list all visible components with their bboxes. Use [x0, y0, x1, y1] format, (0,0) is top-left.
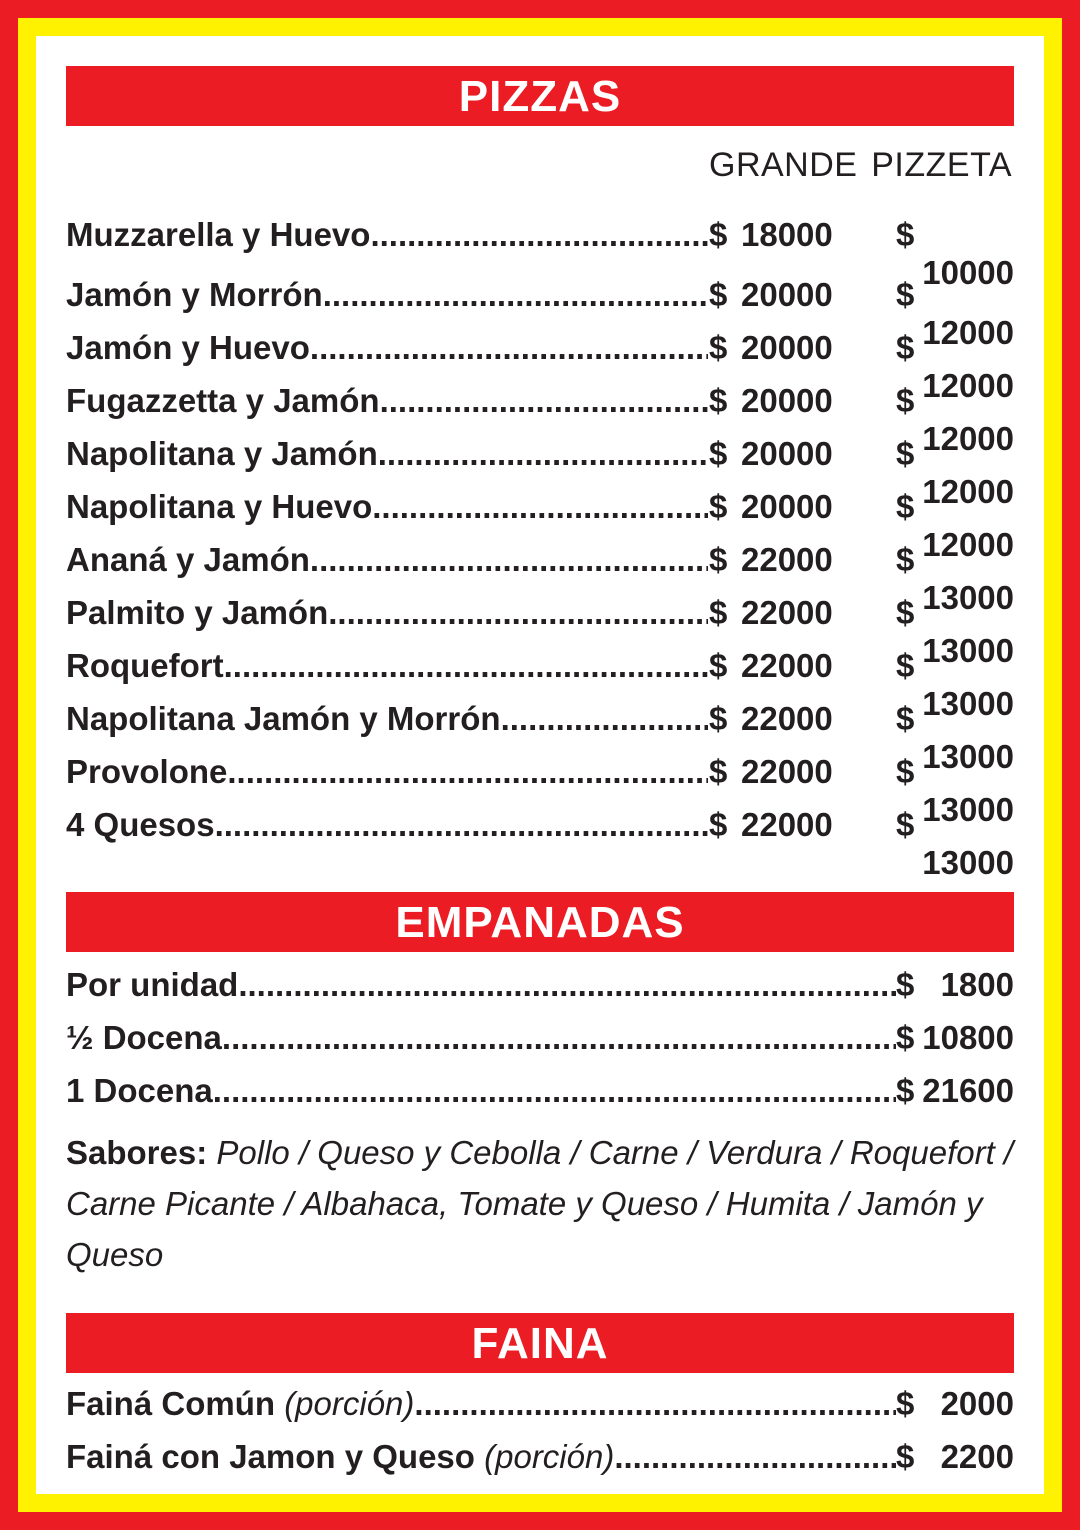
pizza-item-name-wrap: [66, 276, 708, 314]
price-pizzeta-amount: 13000: [922, 844, 1014, 881]
currency-symbol: $: [709, 329, 728, 366]
currency-symbol: $: [896, 806, 915, 843]
price-grande: [709, 594, 831, 632]
price-grande: [709, 276, 831, 314]
faina-item-note: (porción): [284, 1385, 415, 1422]
pizza-item-name-wrap: [66, 700, 708, 738]
pizza-item-name: Provolone: [66, 753, 228, 790]
pizza-item-name: Jamón y Huevo: [66, 329, 310, 366]
price-grande-amount: 22000: [741, 806, 833, 843]
currency-symbol: $: [896, 216, 915, 253]
dot-leader: [310, 541, 708, 579]
pizza-item-name: Fugazzetta y Jamón: [66, 382, 380, 419]
faina-price: [896, 1385, 1014, 1423]
currency-symbol: $: [709, 488, 728, 525]
currency-symbol: $: [709, 435, 728, 472]
price-grande: [709, 488, 831, 526]
currency-symbol: $: [709, 647, 728, 684]
dot-leader: [215, 806, 708, 844]
faina-item-row: [66, 1438, 1014, 1491]
currency-symbol: $: [896, 1438, 915, 1475]
section-title-pizzas: PIZZAS: [66, 66, 1014, 126]
column-header-pizzeta: PIZZETA: [871, 146, 1012, 184]
pizza-item-name: Jamón y Morrón: [66, 276, 323, 313]
dot-leader: [501, 700, 708, 738]
price-pizzeta-amount: 10000: [922, 254, 1014, 291]
empanada-price: [896, 966, 1014, 1004]
pizza-item-name: Roquefort: [66, 647, 224, 684]
pizza-item-name-wrap: [66, 382, 708, 420]
currency-symbol: $: [709, 753, 728, 790]
faina-list: [66, 1385, 1014, 1491]
empanada-flavors: [66, 1127, 1014, 1280]
faina-price-amount: 2200: [940, 1438, 1014, 1475]
price-grande-amount: 20000: [741, 435, 833, 472]
price-grande-amount: 22000: [741, 541, 833, 578]
price-grande-amount: 20000: [741, 329, 833, 366]
price-grande: [709, 806, 831, 844]
pizza-column-headers: [66, 126, 1014, 216]
faina-item-name-wrap: [66, 1385, 896, 1423]
faina-price: [896, 1438, 1014, 1476]
pizza-item-name: Muzzarella y Huevo: [66, 216, 371, 253]
currency-symbol: $: [896, 753, 915, 790]
pizza-item-name: Napolitana y Huevo: [66, 488, 373, 525]
menu-content: [66, 66, 1014, 1491]
currency-symbol: $: [896, 382, 915, 419]
dot-leader: [224, 647, 708, 685]
empanada-item-name: 1 Docena: [66, 1072, 213, 1109]
faina-item-name-wrap: [66, 1438, 896, 1476]
price-pizzeta-amount: 12000: [922, 473, 1014, 510]
currency-symbol: $: [896, 966, 915, 1003]
empanada-item-row: [66, 1072, 1014, 1125]
currency-symbol: $: [709, 276, 728, 313]
currency-symbol: $: [709, 700, 728, 737]
faina-item-row: [66, 1385, 1014, 1438]
pizza-item-name-wrap: [66, 541, 708, 579]
dot-leader: [222, 1019, 896, 1057]
pizza-item-name-wrap: [66, 329, 708, 367]
pizza-item-name-wrap: [66, 488, 708, 526]
pizza-item-name-wrap: [66, 647, 708, 685]
dot-leader: [227, 753, 708, 791]
price-grande-amount: 20000: [741, 382, 833, 419]
dot-leader: [213, 1072, 896, 1110]
price-grande-amount: 20000: [741, 276, 833, 313]
flavors-list: Pollo / Queso y Cebolla / Carne / Verdura / Roquefort / Carne Picante / Albahaca, Tomate y Queso / Humita / Jamón y Queso: [66, 1134, 1014, 1273]
price-grande: [709, 382, 831, 420]
currency-symbol: $: [896, 329, 915, 366]
price-pizzeta-amount: 13000: [922, 632, 1014, 669]
dot-leader: [238, 966, 896, 1004]
currency-symbol: $: [709, 594, 728, 631]
price-grande-amount: 18000: [741, 216, 833, 253]
price-grande: [709, 541, 831, 579]
currency-symbol: $: [896, 541, 915, 578]
empanada-item-row: [66, 966, 1014, 1019]
pizza-item-name-wrap: [66, 435, 708, 473]
empanada-price-amount: 1800: [940, 966, 1014, 1003]
flavors-label: Sabores:: [66, 1134, 217, 1171]
dot-leader: [328, 594, 708, 632]
currency-symbol: $: [709, 382, 728, 419]
pizza-item-name: 4 Quesos: [66, 806, 215, 843]
price-pizzeta: [896, 806, 1014, 882]
pizza-item-name: Palmito y Jamón: [66, 594, 329, 631]
empanada-item-name: ½ Docena: [66, 1019, 222, 1056]
price-grande: [709, 753, 831, 791]
price-grande-amount: 22000: [741, 647, 833, 684]
pizza-item-name: Napolitana Jamón y Morrón: [66, 700, 501, 737]
currency-symbol: $: [896, 1385, 915, 1422]
price-pizzeta-amount: 12000: [922, 367, 1014, 404]
currency-symbol: $: [896, 1072, 915, 1109]
dot-leader: [378, 435, 708, 473]
dot-leader: [310, 329, 708, 367]
empanada-item-name: Por unidad: [66, 966, 239, 1003]
currency-symbol: $: [896, 594, 915, 631]
empanada-item-name-wrap: [66, 1019, 896, 1057]
price-pizzeta-amount: 13000: [922, 685, 1014, 722]
price-grande-amount: 22000: [741, 594, 833, 631]
empanada-price-amount: 21600: [922, 1072, 1014, 1109]
price-grande-amount: 20000: [741, 488, 833, 525]
faina-item-name: Fainá Común: [66, 1385, 276, 1422]
price-grande: [709, 435, 831, 473]
currency-symbol: $: [709, 806, 728, 843]
dot-leader: [372, 488, 708, 526]
pizza-item-name-wrap: [66, 753, 708, 791]
empanada-item-name-wrap: [66, 966, 896, 1004]
currency-symbol: $: [709, 216, 728, 253]
price-pizzeta-amount: 13000: [922, 579, 1014, 616]
pizza-item-row: [66, 806, 1014, 881]
price-grande-amount: 22000: [741, 700, 833, 737]
pizza-list: [66, 216, 1014, 881]
price-pizzeta-amount: 13000: [922, 791, 1014, 828]
price-pizzeta-amount: 13000: [922, 738, 1014, 775]
pizza-item-name: Ananá y Jamón: [66, 541, 310, 578]
pizza-item-row: [66, 216, 1014, 291]
empanada-price-amount: 10800: [922, 1019, 1014, 1056]
dot-leader: [370, 216, 708, 254]
dot-leader: [414, 1385, 896, 1423]
pizza-item-name-wrap: [66, 216, 708, 254]
price-grande-amount: 22000: [741, 753, 833, 790]
currency-symbol: $: [896, 435, 915, 472]
faina-item-name: Fainá con Jamon y Queso: [66, 1438, 475, 1475]
price-grande: [709, 700, 831, 738]
empanada-list: [66, 966, 1014, 1125]
currency-symbol: $: [896, 276, 915, 313]
dot-leader: [614, 1438, 896, 1476]
empanada-item-row: [66, 1019, 1014, 1072]
pizza-item-name-wrap: [66, 806, 708, 844]
section-title-empanadas: EMPANADAS: [66, 892, 1014, 952]
currency-symbol: $: [896, 647, 915, 684]
empanada-price: [896, 1072, 1014, 1110]
dot-leader: [380, 382, 708, 420]
currency-symbol: $: [896, 488, 915, 525]
currency-symbol: $: [896, 700, 915, 737]
price-grande: [709, 216, 831, 254]
price-pizzeta-amount: 12000: [922, 526, 1014, 563]
spacer: [475, 1438, 484, 1476]
empanada-price: [896, 1019, 1014, 1057]
faina-price-amount: 2000: [940, 1385, 1014, 1422]
faina-item-note: (porción): [484, 1438, 615, 1475]
currency-symbol: $: [709, 541, 728, 578]
price-pizzeta-amount: 12000: [922, 420, 1014, 457]
section-title-faina: FAINA: [66, 1313, 1014, 1373]
pizza-item-name-wrap: [66, 594, 708, 632]
currency-symbol: $: [896, 1019, 915, 1056]
pizza-item-name: Napolitana y Jamón: [66, 435, 378, 472]
price-grande: [709, 329, 831, 367]
column-header-grande: GRANDE: [709, 146, 858, 184]
spacer: [275, 1385, 284, 1423]
dot-leader: [323, 276, 708, 314]
empanada-item-name-wrap: [66, 1072, 896, 1110]
price-pizzeta-amount: 12000: [922, 314, 1014, 351]
price-grande: [709, 647, 831, 685]
